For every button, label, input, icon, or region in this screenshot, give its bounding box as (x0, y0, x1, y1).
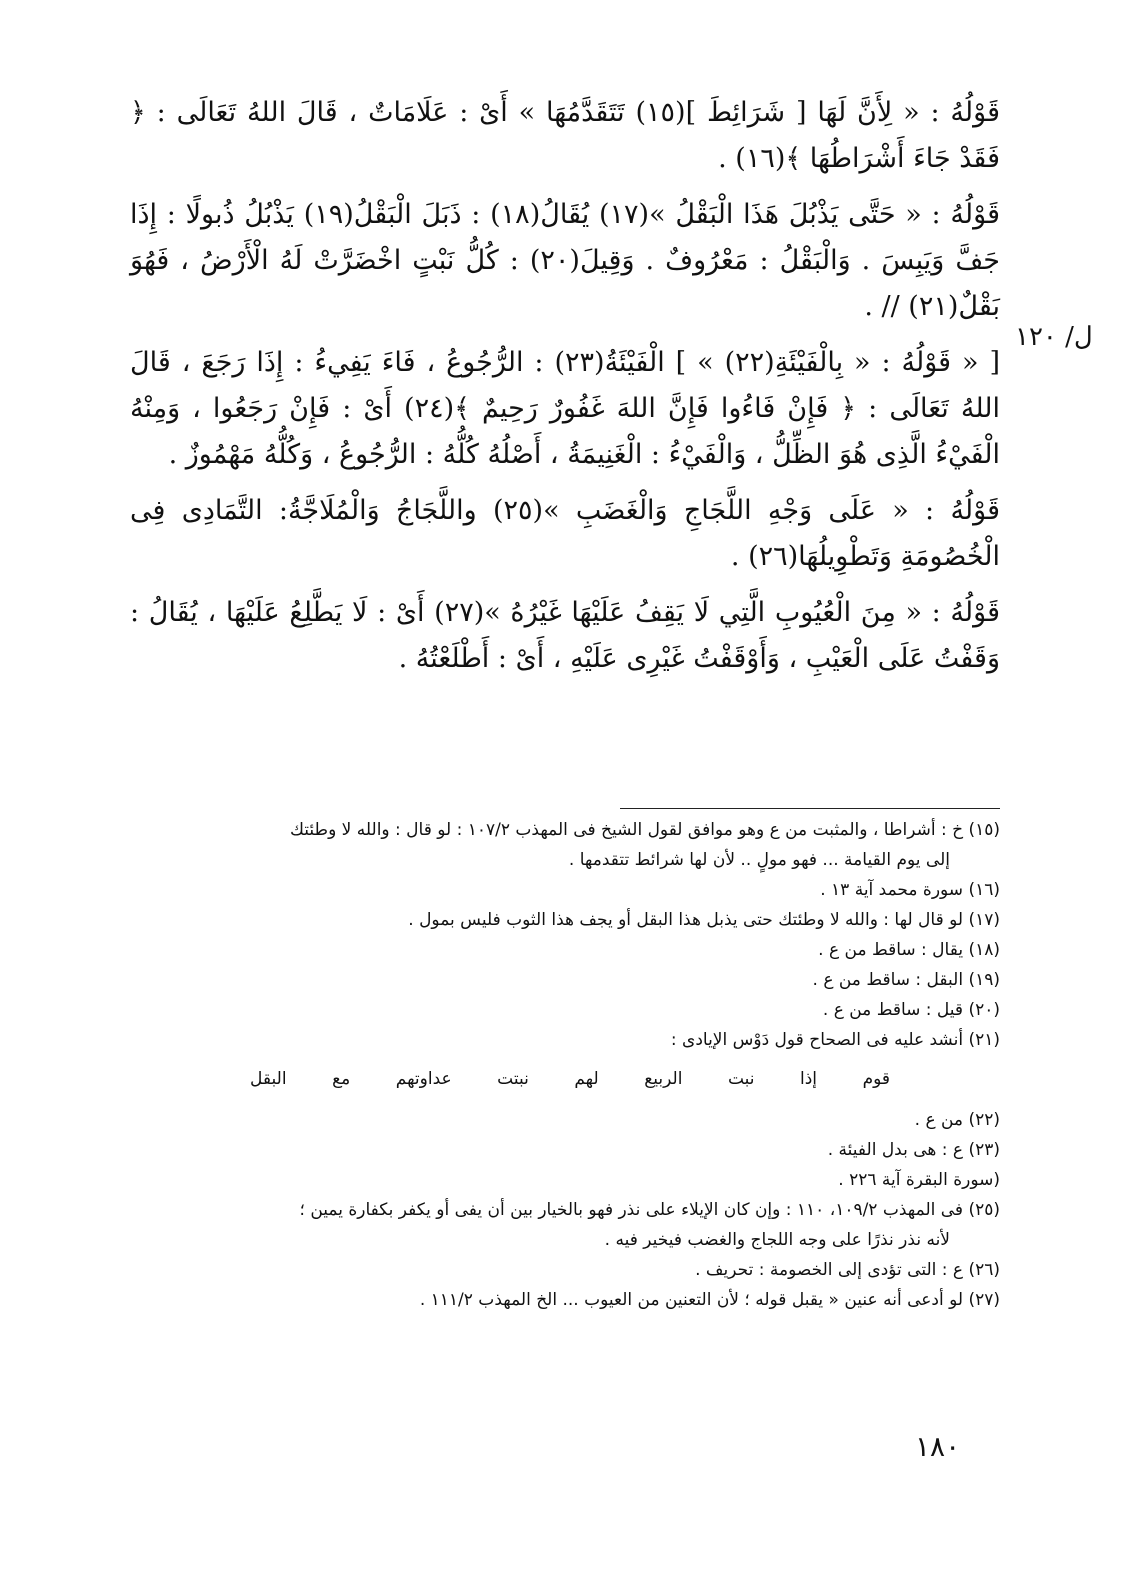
paragraph-uyub: قَوْلُهُ : « مِنَ الْعُيُوبِ الَّتِي لَا يَقِفُ عَلَيْهَا غَيْرُهُ »(٢٧) أَىْ : لَا يَطَّلِعُ عَلَيْهَا ، يُقَالُ : وَقَفْتُ عَلَى الْعَيْبِ ، وَأَوْقَفْتُ غَيْرِى عَلَيْهِ ، أَىْ : أَطْلَعْتُهُ . (130, 597, 1000, 674)
page-number: ١٨٠ (915, 1430, 961, 1463)
footnotes (130, 815, 1000, 1315)
paragraph-lajaj: قَوْلُهُ : « عَلَى وَجْهِ اللَّجَاجِ وَالْغَضَبِ »(٢٥) واللَّجَاجُ وَالْمُلَاجَّةُ: التَّمَادِى فِى الْخُصُومَةِ وَتَطْوِيلُهَا(٢٦) . (130, 495, 1001, 572)
footnote: (٢٠) قيل : ساقط من ع . (822, 1000, 1000, 1020)
footnote-divider (620, 808, 1000, 809)
footnote: (٢٣) ع : هى بدل الفيئة . (827, 1140, 1000, 1160)
footnote: (١٦) سورة محمد آية ١٣ . (820, 880, 1000, 900)
margin-folio-note: ل/ ١٢٠ (1015, 322, 1093, 352)
paragraph-shara-it: قَوْلُهُ : « لِأَنَّ لَهَا [ شَرَائِطَ ](١٥) تَتَقَدَّمُهَا » أَىْ : عَلَامَاتٌ ، قَالَ اللهُ تَعَالَى : ﴿ فَقَدْ جَاءَ أَشْرَاطُهَا ﴾(١٦) . (130, 97, 1000, 174)
verse-word: نبتت (497, 1069, 529, 1089)
footnote: (٢١) أنشد عليه فى الصحاح قول دَوْس الإيادى : (670, 1030, 1000, 1050)
verse-word: الربيع (644, 1069, 683, 1089)
footnote: (سورة البقرة آية ٢٢٦ . (838, 1170, 1000, 1190)
footnote: (١٥) خ : أشراطا ، والمثبت من ع وهو موافق لقول الشيخ فى المهذب ١٠٧/٢ : لو قال : والله لا وطئتك (289, 820, 1000, 840)
verse-word: لهم (574, 1069, 599, 1089)
verse-word: إذا (800, 1069, 818, 1089)
verse-word: نبت (727, 1069, 755, 1089)
verse-word: قوم (862, 1069, 890, 1089)
paragraph-fay-ah: [ « قَوْلُهُ : « بِالْفَيْئَةِ(٢٢) » ] الْفَيْئَةُ(٢٣) : الرُّجُوعُ ، فَاءَ يَفِيءُ : إِذَا رَجَعَ ، قَالَ اللهُ تَعَالَى : ﴿ فَإِنْ فَاءُوا فَإِنَّ اللهَ غَفُورٌ رَحِيمٌ ﴾(٢٤) أَىْ : فَإِنْ رَجَعُوا ، وَمِنْهُ الْفَيْءُ الَّذِى هُوَ الظِّلُّ ، وَالْفَيْءُ : الْغَنِيمَةُ ، أَصْلُهُ كُلُّهُ : الرُّجُوعُ ، وَكُلُّهُ مَهْمُوزٌ . (130, 347, 1001, 470)
footnote-continuation: إلى يوم القيامة ... فهو مولٍ .. لأن لها شرائط تتقدمها . (568, 850, 950, 870)
paragraph-baql: قَوْلُهُ : « حَتَّى يَذْبُلَ هَذَا الْبَقْلُ »(١٧) يُقَالُ(١٨) : ذَبَلَ الْبَقْلُ(١٩) يَذْبُلُ ذُبولًا : إِذَا جَفَّ وَيَبِسَ . وَالْبَقْلُ : مَعْرُوفٌ . وَقِيلَ(٢٠) : كُلُّ نَبْتٍ اخْضَرَّتْ لَهُ الْأَرْضُ ، فَهُوَ بَقْلٌ(٢١) // . (130, 199, 1000, 322)
footnote: (٢٥) فى المهذب ١٠٩/٢، ١١٠ : وإن كان الإيلاء على نذر فهو بالخيار بين أن يفى أو يكفر بكفارة يمين ؛ (299, 1200, 1000, 1220)
footnote-continuation: لأنه نذر نذرًا على وجه اللجاج والغضب فيخير فيه . (604, 1230, 950, 1250)
verse-word: عداوتهم (395, 1069, 452, 1089)
footnote: (٢٦) ع : التى تؤدى إلى الخصومة : تحريف . (695, 1260, 1000, 1280)
poetry-verse (250, 1061, 890, 1097)
footnote: (٢٢) من ع . (914, 1110, 1000, 1130)
footnote: (١٧) لو قال لها : والله لا وطئتك حتى يذبل هذا البقل أو يجف هذا الثوب فليس بمول . (408, 910, 1000, 930)
footnote: (١٨) يقال : ساقط من ع . (818, 940, 1000, 960)
footnote: (١٩) البقل : ساقط من ع . (812, 970, 1000, 990)
footnote: (٢٧) لو أدعى أنه عنين « يقبل قوله ؛ لأن التعنين من العيوب ... الخ المهذب ١١١/٢ . (419, 1290, 1000, 1310)
verse-word: مع (332, 1069, 351, 1089)
main-text (130, 90, 1000, 692)
verse-word: البقل (250, 1069, 287, 1089)
